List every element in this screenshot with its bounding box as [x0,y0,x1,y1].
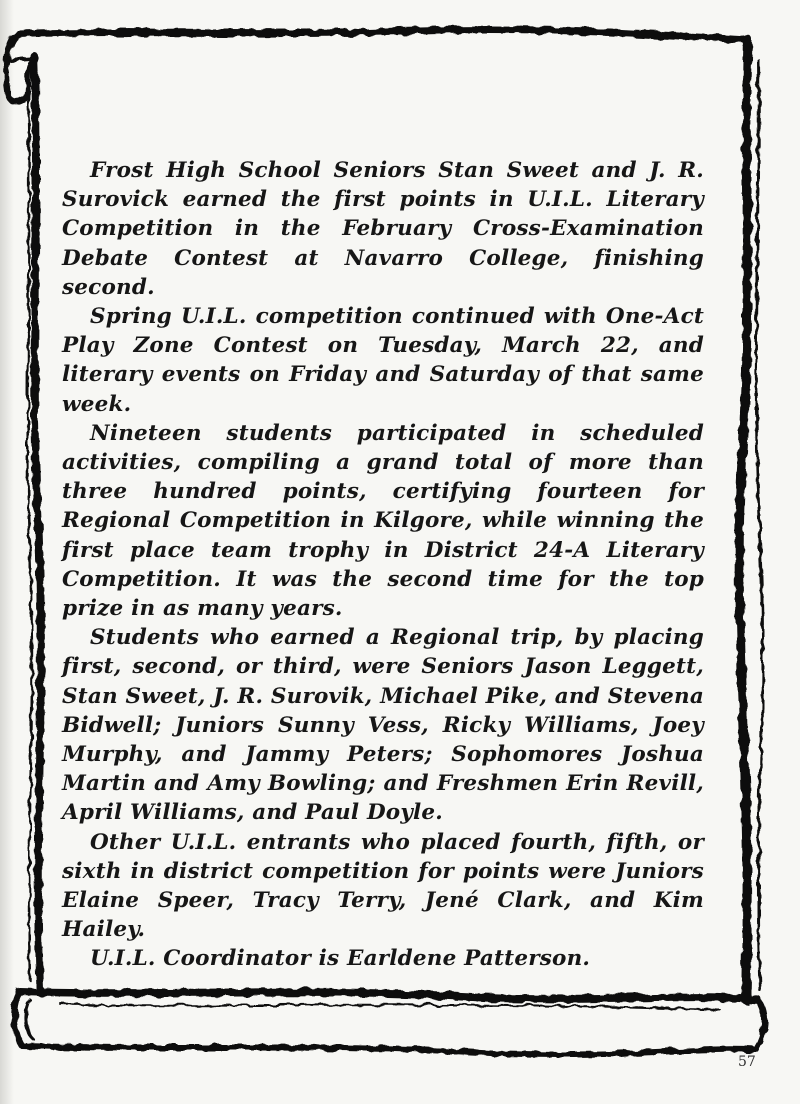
paragraph-regional-qualifiers: Students who earned a Regional trip, by placing first, second, or third, were Seniors Jason Leggett, Stan Sweet, J. R. Surovik, Michael Pike, and Stevena Bidwell; Juniors Sunny Vess, Ricky Williams, Joey Murphy, and Jammy Peters; Sophomores Joshua Martin and Amy Bowling; and Freshmen Erin Revill, April Williams, and Paul Doyle. [62,625,704,826]
page-number: 57 [738,1054,756,1070]
scroll-bottom-roll-bottom [22,1046,756,1055]
scroll-right-edge [739,40,748,1000]
scroll-bottom-roll-top [20,992,758,1000]
scroll-left-edge [34,56,41,990]
paragraph-spring-competition: Spring U.I.L. competition continued with One-Act Play Zone Contest on Tuesday, March 22, and literary events on Friday and Saturday of that same week. [62,304,704,417]
paragraph-district-results: Nineteen students participated in scheduled activities, compiling a grand total of more than three hundred points, certifying fourteen for Regional Competition in Kilgore, while winning the first place team trophy in District 24-A Literary Competition. It was the second time for the top prize in as many years. [62,420,704,622]
paragraph-debate: Frost High School Seniors Stan Sweet and J. R. Surovick earned the first points in U.I.L. Literary Competition in the February Cross-Examination Debate Contest at Navarro College, finishing second. [62,158,704,300]
paragraph-coordinator: U.I.L. Coordinator is Earldene Patterson. [90,946,591,972]
scroll-top-left-curl [6,34,34,102]
article-body [62,156,704,974]
scroll-top-edge [18,29,748,40]
paragraph-other-entrants: Other U.I.L. entrants who placed fourth, fifth, or sixth in district competition for points were Juniors Elaine Speer, Tracy Terry, Jené Clark, and Kim Hailey. [62,829,704,943]
